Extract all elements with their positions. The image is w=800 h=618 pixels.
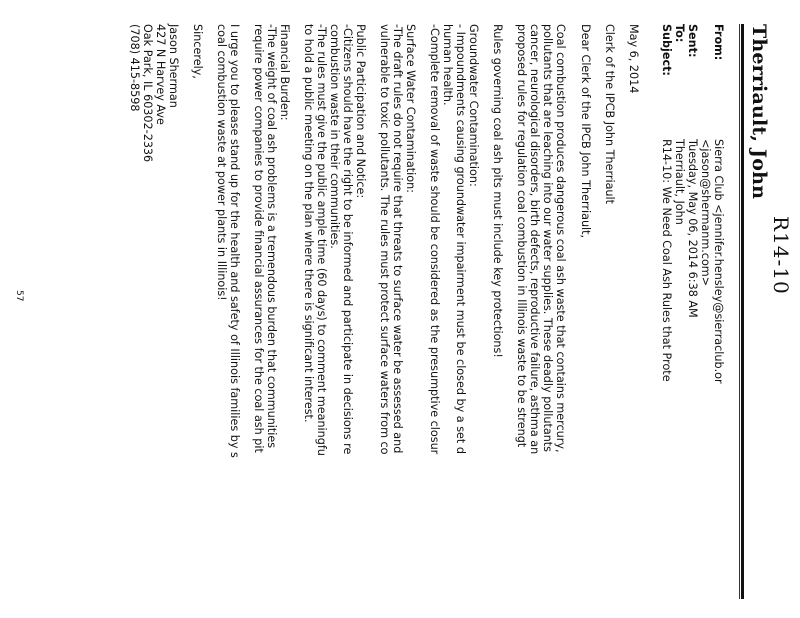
participation-line: combustion waste in their communities. (328, 24, 341, 249)
signature-phone: (708) 415-8598 (128, 24, 141, 112)
letter-content (128, 24, 770, 604)
participation-heading: Public Participation and Notice: (354, 24, 367, 199)
docket-stamp: R14-10 (769, 216, 793, 295)
groundwater-line: human health. (441, 24, 454, 106)
from-row-continued (699, 24, 712, 604)
heading-rule-thin (739, 24, 740, 599)
to-value: Therriault, John (673, 139, 686, 225)
closing-line: coal combustion waste at power plants in Illinois! (215, 24, 228, 301)
letter-date: May 6, 2014 (627, 24, 640, 94)
letter-recipient: Clerk of the IPCB John Therriault (603, 24, 616, 205)
closing-line: I urge you to please stand up for the health and safety of Illinois families by s (228, 24, 241, 458)
subject-value: R14-10: We Need Coal Ash Rules that Prote (660, 139, 673, 382)
sent-row (686, 24, 699, 604)
surface-water-line: vulnerable to toxic pollutants. The rules must protect surface waters from co (378, 24, 391, 455)
financial-heading: Financial Burden: (278, 24, 291, 121)
heading-rule-thick (741, 24, 744, 599)
participation-line: -The rules must give the public ample time (60 days) to comment meaningfu (315, 24, 328, 456)
from-row (712, 24, 725, 604)
participation-line: to hold a public meeting on the plan where there is significant interest. (302, 24, 315, 423)
signature-name: Jason Sherman (167, 24, 180, 108)
signature-address: 427 N Harvey Ave (154, 24, 167, 125)
to-label: To: (673, 24, 686, 43)
participation-line: -Citizens should have the right to be informed and participate in decisions re (341, 24, 354, 455)
sign-off: Sincerely, (191, 24, 204, 79)
intro-line: pollutants that are leaching into our water supplies. These deadly pollutants (541, 24, 554, 452)
from-label: From: (712, 24, 725, 61)
signature-city: Oak Park, IL 60302-2336 (141, 24, 154, 163)
intro-line: proposed rules for regulation coal combustion in Illinois waste to be strengt (515, 24, 528, 448)
key-protections-line: Rules governing coal ash pits must include key protections! (491, 24, 504, 358)
letter-body (128, 24, 660, 604)
groundwater-line: -Complete removal of waste should be considered as the presumptive closur (428, 24, 441, 455)
sender-name-heading: Therriault, John (748, 24, 770, 200)
to-row (673, 24, 686, 604)
page-number: 57 (14, 290, 24, 302)
surface-water-heading: Surface Water Contamination: (404, 24, 417, 193)
subject-label: Subject: (660, 24, 673, 76)
from-email: <jason@shermanm.com> (699, 139, 712, 287)
intro-line: cancer, neurological disorders, birth defects, reproductive failure, asthma an (528, 24, 541, 455)
letter-salutation: Dear Clerk of the IPCB John Therriault, (579, 24, 592, 239)
financial-line: require power companies to provide financial assurances for the coal ash pit (252, 24, 265, 453)
subject-row (660, 24, 673, 604)
sent-value: Tuesday, May 06, 2014 6:38 AM (686, 139, 699, 318)
groundwater-line: - Impoundments causing groundwater impairment must be closed by a set d (454, 24, 467, 454)
intro-line: Coal combustion produces dangerous coal ash waste that contains mercury, (554, 24, 567, 453)
groundwater-heading: Groundwater Contamination: (467, 24, 480, 187)
financial-line: -The weight of coal ash problems is a tremendous burden that communities (265, 24, 278, 449)
email-header (660, 24, 725, 604)
surface-water-line: -The draft rules do not require that threats to surface water be assessed and (391, 24, 404, 454)
sent-label: Sent: (686, 24, 699, 58)
from-value: Sierra Club <jennifer.hensley@sierraclub.or (712, 139, 725, 384)
